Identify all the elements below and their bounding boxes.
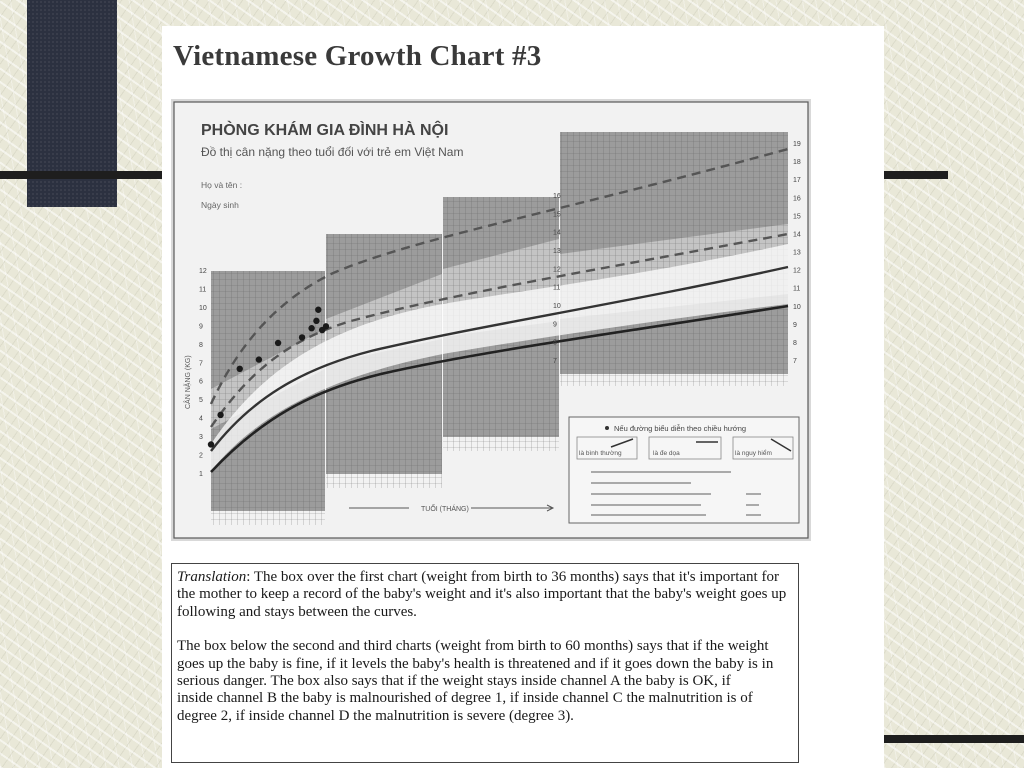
legend-item-3-text: là nguy hiểm — [735, 450, 772, 457]
decorative-bar-right-bottom — [884, 735, 1024, 743]
legend-item-1-text: là bình thường — [579, 450, 622, 457]
mid-y-tick-label: 11 — [553, 284, 561, 292]
right-y-tick-label: 10 — [793, 303, 801, 311]
slide-title: Vietnamese Growth Chart #3 — [173, 40, 542, 72]
weight-point — [275, 340, 281, 346]
mid-y-tick-label: 9 — [553, 321, 557, 329]
mid-y-tick-label: 7 — [553, 358, 557, 365]
right-y-tick-label: 16 — [793, 195, 801, 203]
legend-heading: Nếu đường biểu diễn theo chiều hướng — [614, 424, 747, 433]
slide-panel — [162, 26, 884, 768]
left-y-tick-label: 8 — [199, 341, 203, 349]
right-y-tick-label: 17 — [793, 177, 801, 185]
left-y-tick-label: 12 — [199, 268, 207, 275]
decorative-bar-right-top — [884, 171, 948, 179]
age-ticks-year-2 — [326, 474, 442, 488]
translation-paragraph-3: inside channel B the baby is malnourished of degree 1, if inside channel C the malnutrition is of degree 2, if inside channel D the malnutrition is severe (degree 3). — [177, 690, 753, 724]
translation-para1-text: : The box over the first chart (weight from birth to 36 months) says that it's important for the mother to keep a record of the baby's weight and it's also important that the baby's weight goes up following and stays between the curves. — [177, 569, 787, 620]
left-y-tick-label: 1 — [199, 471, 203, 478]
right-y-tick-label: 18 — [793, 159, 801, 167]
left-y-tick-label: 4 — [199, 415, 203, 423]
left-y-tick-label: 6 — [199, 378, 203, 386]
right-y-tick-label: 14 — [793, 231, 801, 239]
weight-point — [256, 356, 262, 362]
translation-label: Translation — [177, 569, 247, 585]
weight-point — [217, 412, 223, 418]
right-y-tick-label: 7 — [793, 358, 797, 365]
left-y-tick-label: 7 — [199, 360, 203, 368]
chart-subtitle: Đồ thị cân nặng theo tuổi đối với trẻ em Việt Nam — [201, 145, 464, 159]
legend-bullet — [605, 426, 609, 430]
left-y-tick-label: 10 — [199, 304, 207, 312]
right-y-tick-label: 15 — [793, 213, 801, 221]
mid-y-tick-label: 8 — [553, 339, 557, 347]
y-axis-label: CÂN NẶNG (KG) — [185, 355, 192, 409]
chart-birth-label: Ngày sinh — [201, 200, 239, 210]
weight-point — [299, 334, 305, 340]
weight-point — [315, 307, 321, 313]
right-y-tick-label: 13 — [793, 249, 801, 257]
age-ticks-year-3 — [443, 437, 559, 451]
right-y-tick-label: 19 — [793, 141, 801, 148]
translation-paragraph-2: The box below the second and third charts (weight from birth to 60 months) says that if the weight goes up the baby is fine, if it levels the baby's health is threatened and if it goes down the baby is in serious danger. The box also says that if the weight stays inside channel A the baby is OK, if — [177, 638, 774, 690]
mid-y-tick-label: 12 — [553, 266, 561, 274]
right-y-tick-label: 8 — [793, 339, 797, 347]
left-y-tick-label: 11 — [199, 286, 207, 294]
paragraph-gap — [177, 621, 793, 638]
age-ticks-year-4-5 — [560, 374, 788, 386]
x-axis-label: TUỔI (THÁNG) — [421, 506, 469, 513]
weight-point — [323, 323, 329, 329]
left-y-tick-label: 3 — [199, 434, 203, 442]
age-ticks-year-1 — [211, 511, 325, 525]
weight-point — [208, 441, 214, 447]
mid-y-tick-label: 13 — [553, 248, 561, 255]
left-y-tick-label: 9 — [199, 323, 203, 331]
weight-point — [308, 325, 314, 331]
right-y-tick-label: 11 — [793, 285, 801, 293]
mid-y-tick-label: 14 — [553, 229, 561, 237]
decorative-bar-left — [0, 171, 162, 179]
left-y-tick-label: 5 — [199, 397, 203, 405]
weight-point — [237, 366, 243, 372]
mid-y-tick-label: 10 — [553, 303, 561, 310]
legend-item-2-text: là đe dọa — [653, 450, 680, 457]
right-y-tick-label: 9 — [793, 321, 797, 329]
mid-y-tick-label: 16 — [553, 193, 561, 200]
chart-clinic-name: PHÒNG KHÁM GIA ĐÌNH HÀ NỘI — [201, 122, 449, 139]
left-y-tick-label: 2 — [199, 452, 203, 460]
growth-chart-svg — [171, 99, 811, 541]
mid-y-tick-label: 15 — [553, 211, 561, 219]
right-y-tick-label: 12 — [793, 267, 801, 275]
chart-name-label: Họ và tên : — [201, 180, 243, 190]
translation-paragraph-1 — [177, 569, 793, 621]
weight-point — [313, 318, 319, 324]
translation-box — [171, 563, 799, 763]
growth-chart-scan — [171, 99, 811, 541]
